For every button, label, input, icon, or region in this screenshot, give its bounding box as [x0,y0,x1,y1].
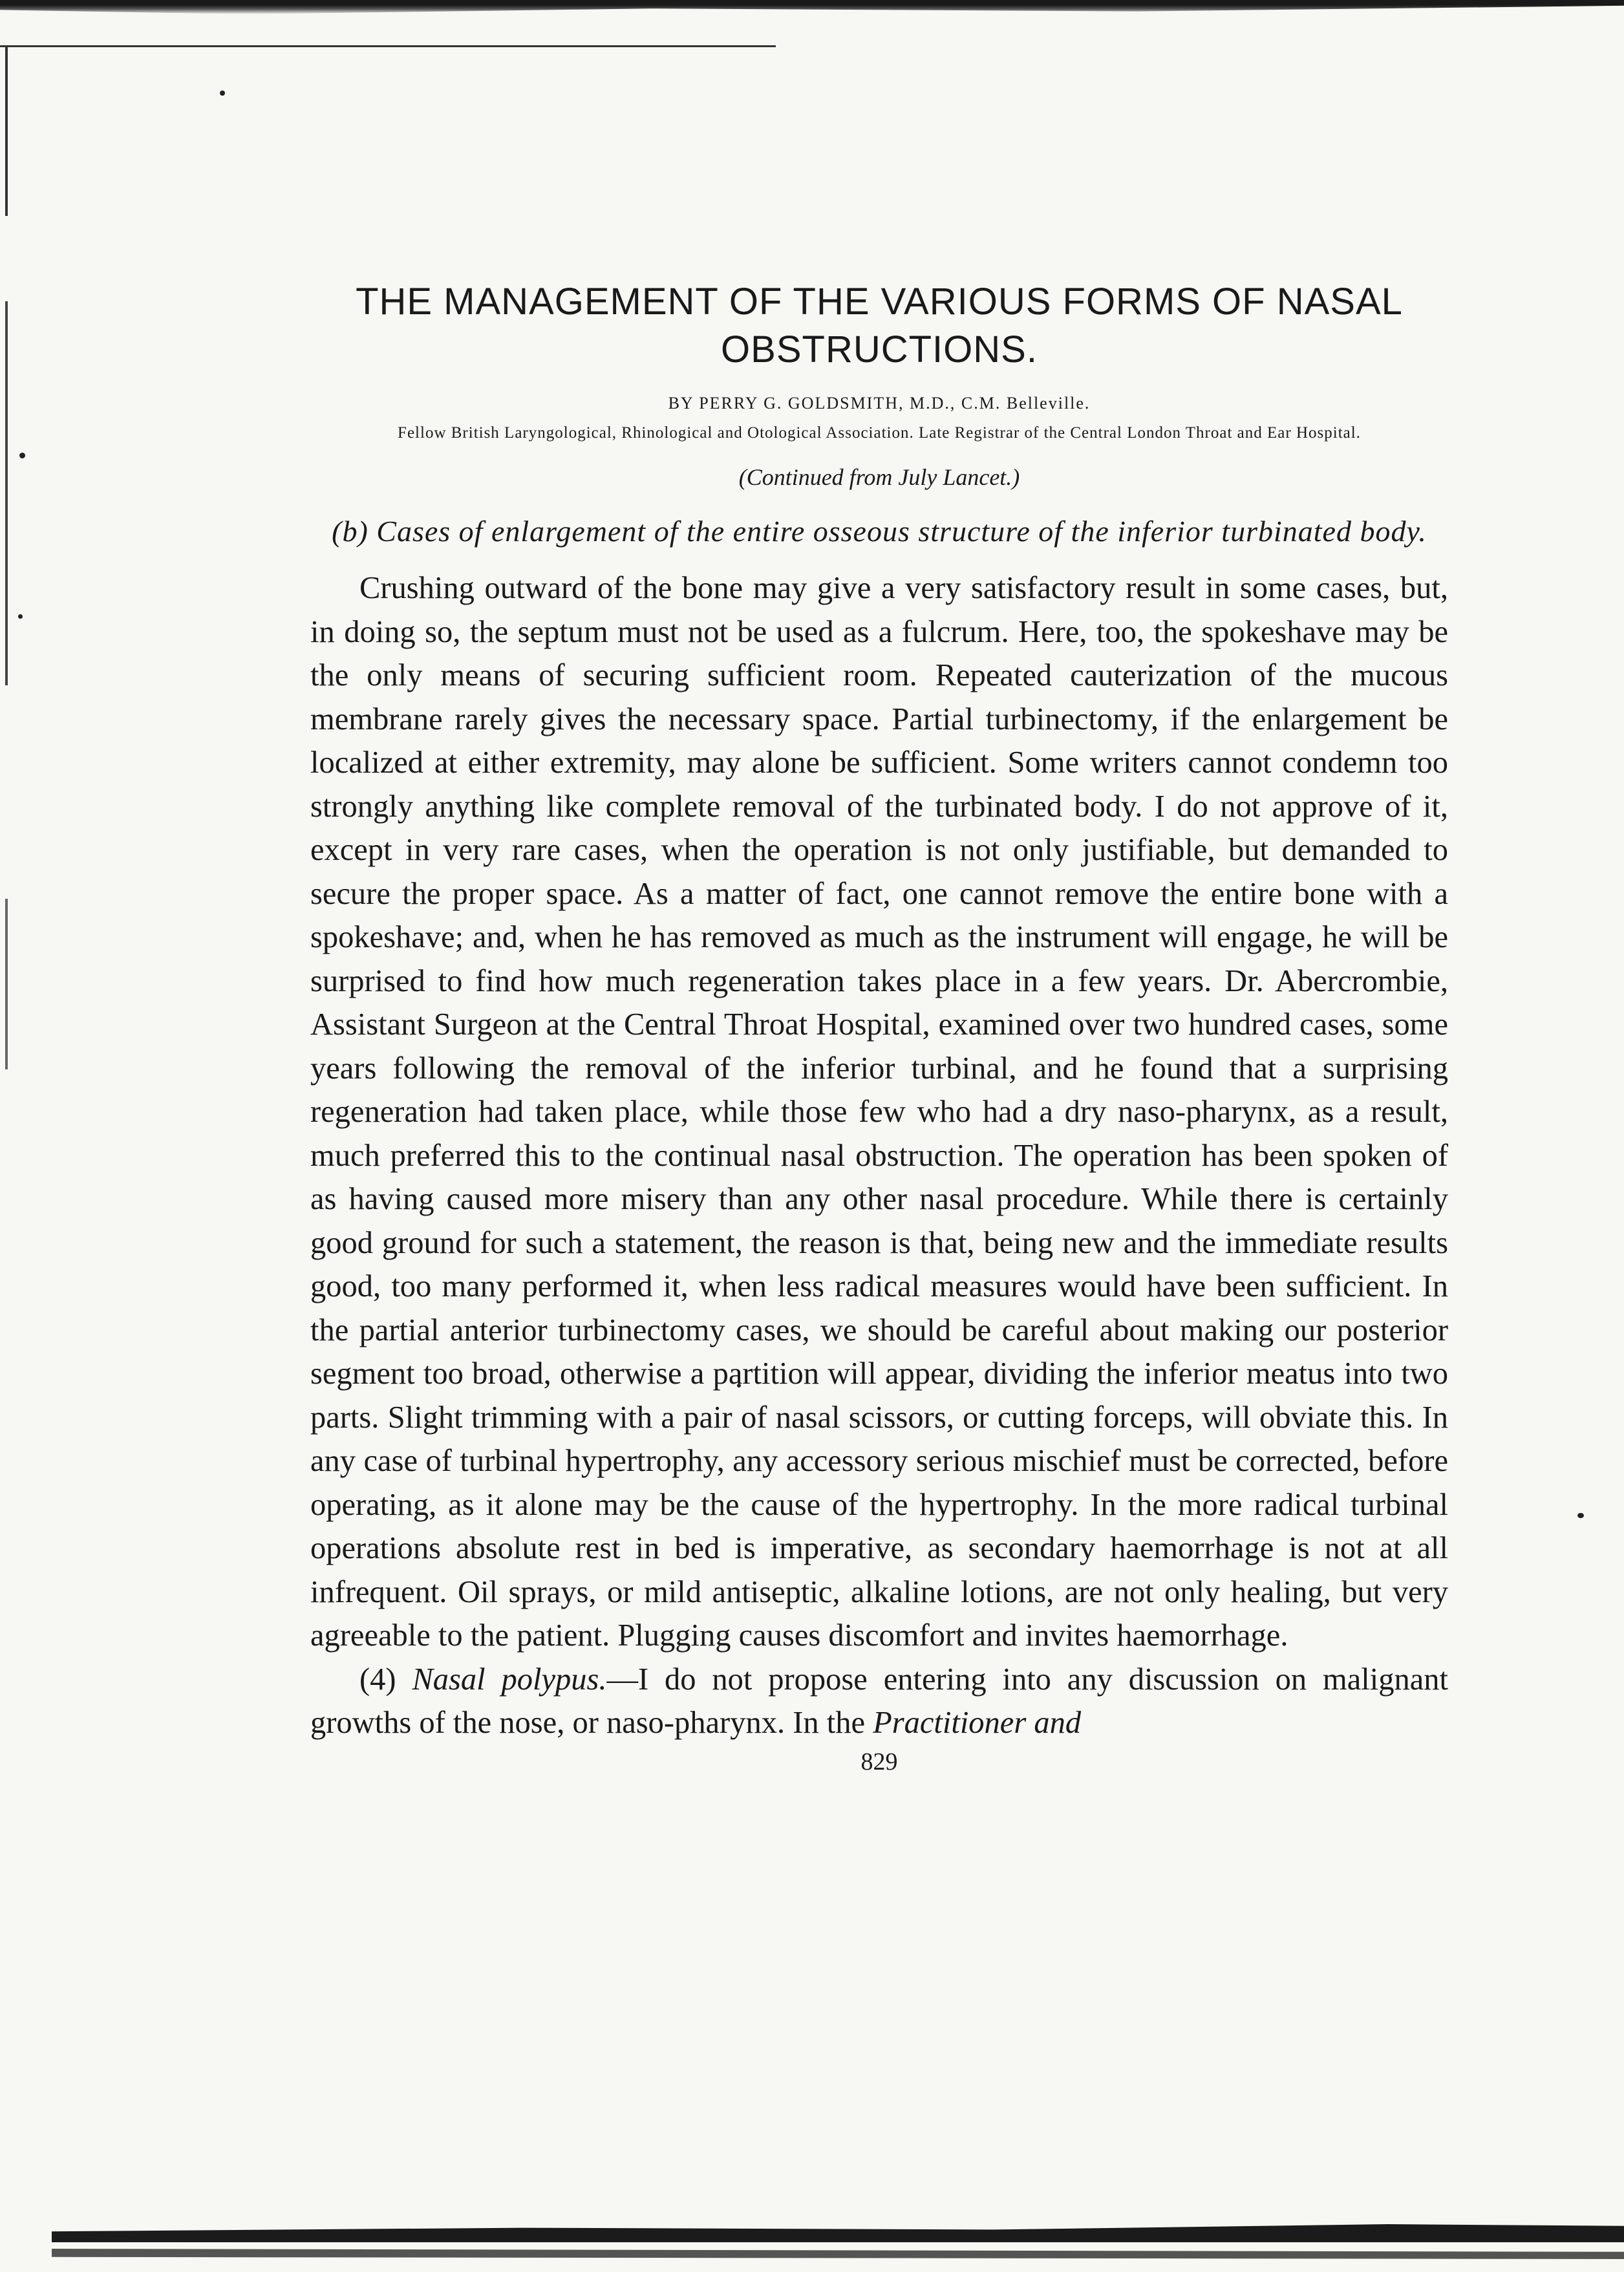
scan-edge-bottom [52,2198,1624,2272]
paragraph-2 [310,1658,1448,1745]
page [310,278,1448,1776]
author-affiliation: Fellow British Laryngological, Rhinological and Otological Association. Late Registrar of the Central London Throat and Ear Hospital. [398,424,1361,442]
title-line-2: OBSTRUCTIONS. [721,328,1038,370]
scan-edge-left [5,45,8,2179]
scan-speck [1577,1513,1584,1518]
section-subheading [310,511,1448,552]
scan-speck [220,91,225,96]
paragraph-2-text: —I do not propose entering into any discussion on malignant growths of the nose, or naso-pharynx. In the [310,1662,1448,1740]
scan-edge-top [0,0,1624,14]
author-byline: BY PERRY G. GOLDSMITH, M.D., C.M. Belleville. [668,394,1091,413]
paragraph-1: Crushing outward of the bone may give a very satisfactory result in some cases, but, in doing so, the septum must not be used as a fulcrum. Here, too, the spokeshave may be the only means of securing sufficient room. Repeated cauterization of the mucous membrane rarely gives the necessary space. Partial turbinectomy, if the enlargement be localized at either extremity, may alone be sufficient. Some writers cannot condemn too strongly anything like complete removal of the turbinated body. I do not approve of it, except in very rare cases, when the operation is not only justifiable, but demanded to secure the proper space. As a matter of fact, one cannot remove the entire bone with a spokeshave; and, when he has removed as much as the instrument will engage, he will be surprised to find how much regeneration takes place in a few years. Dr. Abercrombie, Assistant Surgeon at the Central Throat Hospital, examined over two hundred cases, some years following the removal of the inferior turbinal, and he found that a surprising regeneration had taken place, while those few who had a dry naso-pharynx, as a result, much preferred this to the continual nasal obstruction. The operation has been spoken of as having caused more misery than any other nasal procedure. While there is certainly good ground for such a statement, the reason is that, being new and the immediate results good, too many performed it, when less radical measures would have been sufficient. In the partial anterior turbinectomy cases, we should be careful about making our posterior segment too broad, otherwise a partition will appear, dividing the inferior meatus into two parts. Slight trimming with a pair of nasal scissors, or cutting forceps, will obviate this. In any case of turbinal hypertrophy, any accessory serious mischief must be corrected, before operating, as it alone may be the cause of the hypertrophy. In the more radical turbinal operations absolute rest in bed is imperative, as secondary haemorrhage is not at all infrequent. Oil sprays, or mild antiseptic, alkaline lotions, are not only healing, but very agreeable to the patient. Plugging causes discomfort and invites haemorrhage. [310,571,1448,1653]
scan-bar [52,2224,1624,2242]
scan-speck [19,453,25,458]
article-body [310,566,1448,1745]
paragraph-2-heading: Nasal polypus. [412,1662,607,1697]
page-number: 829 [860,1748,898,1775]
paragraph-2-number: (4) [359,1662,396,1697]
paragraph-2-tail: Practitioner and [873,1706,1082,1740]
continued-note: (Continued from July Lancet.) [738,464,1020,490]
scan-speck [18,614,23,619]
article-title [310,278,1448,374]
subheading-label: (b) [332,515,369,548]
subheading-text: Cases of enlargement of the entire osseous structure of the inferior turbinated body. [376,515,1427,548]
scan-rule-top [0,45,776,47]
scan-bar [52,2249,1624,2259]
title-line-1: THE MANAGEMENT OF THE VARIOUS FORMS OF NASAL [356,281,1403,323]
